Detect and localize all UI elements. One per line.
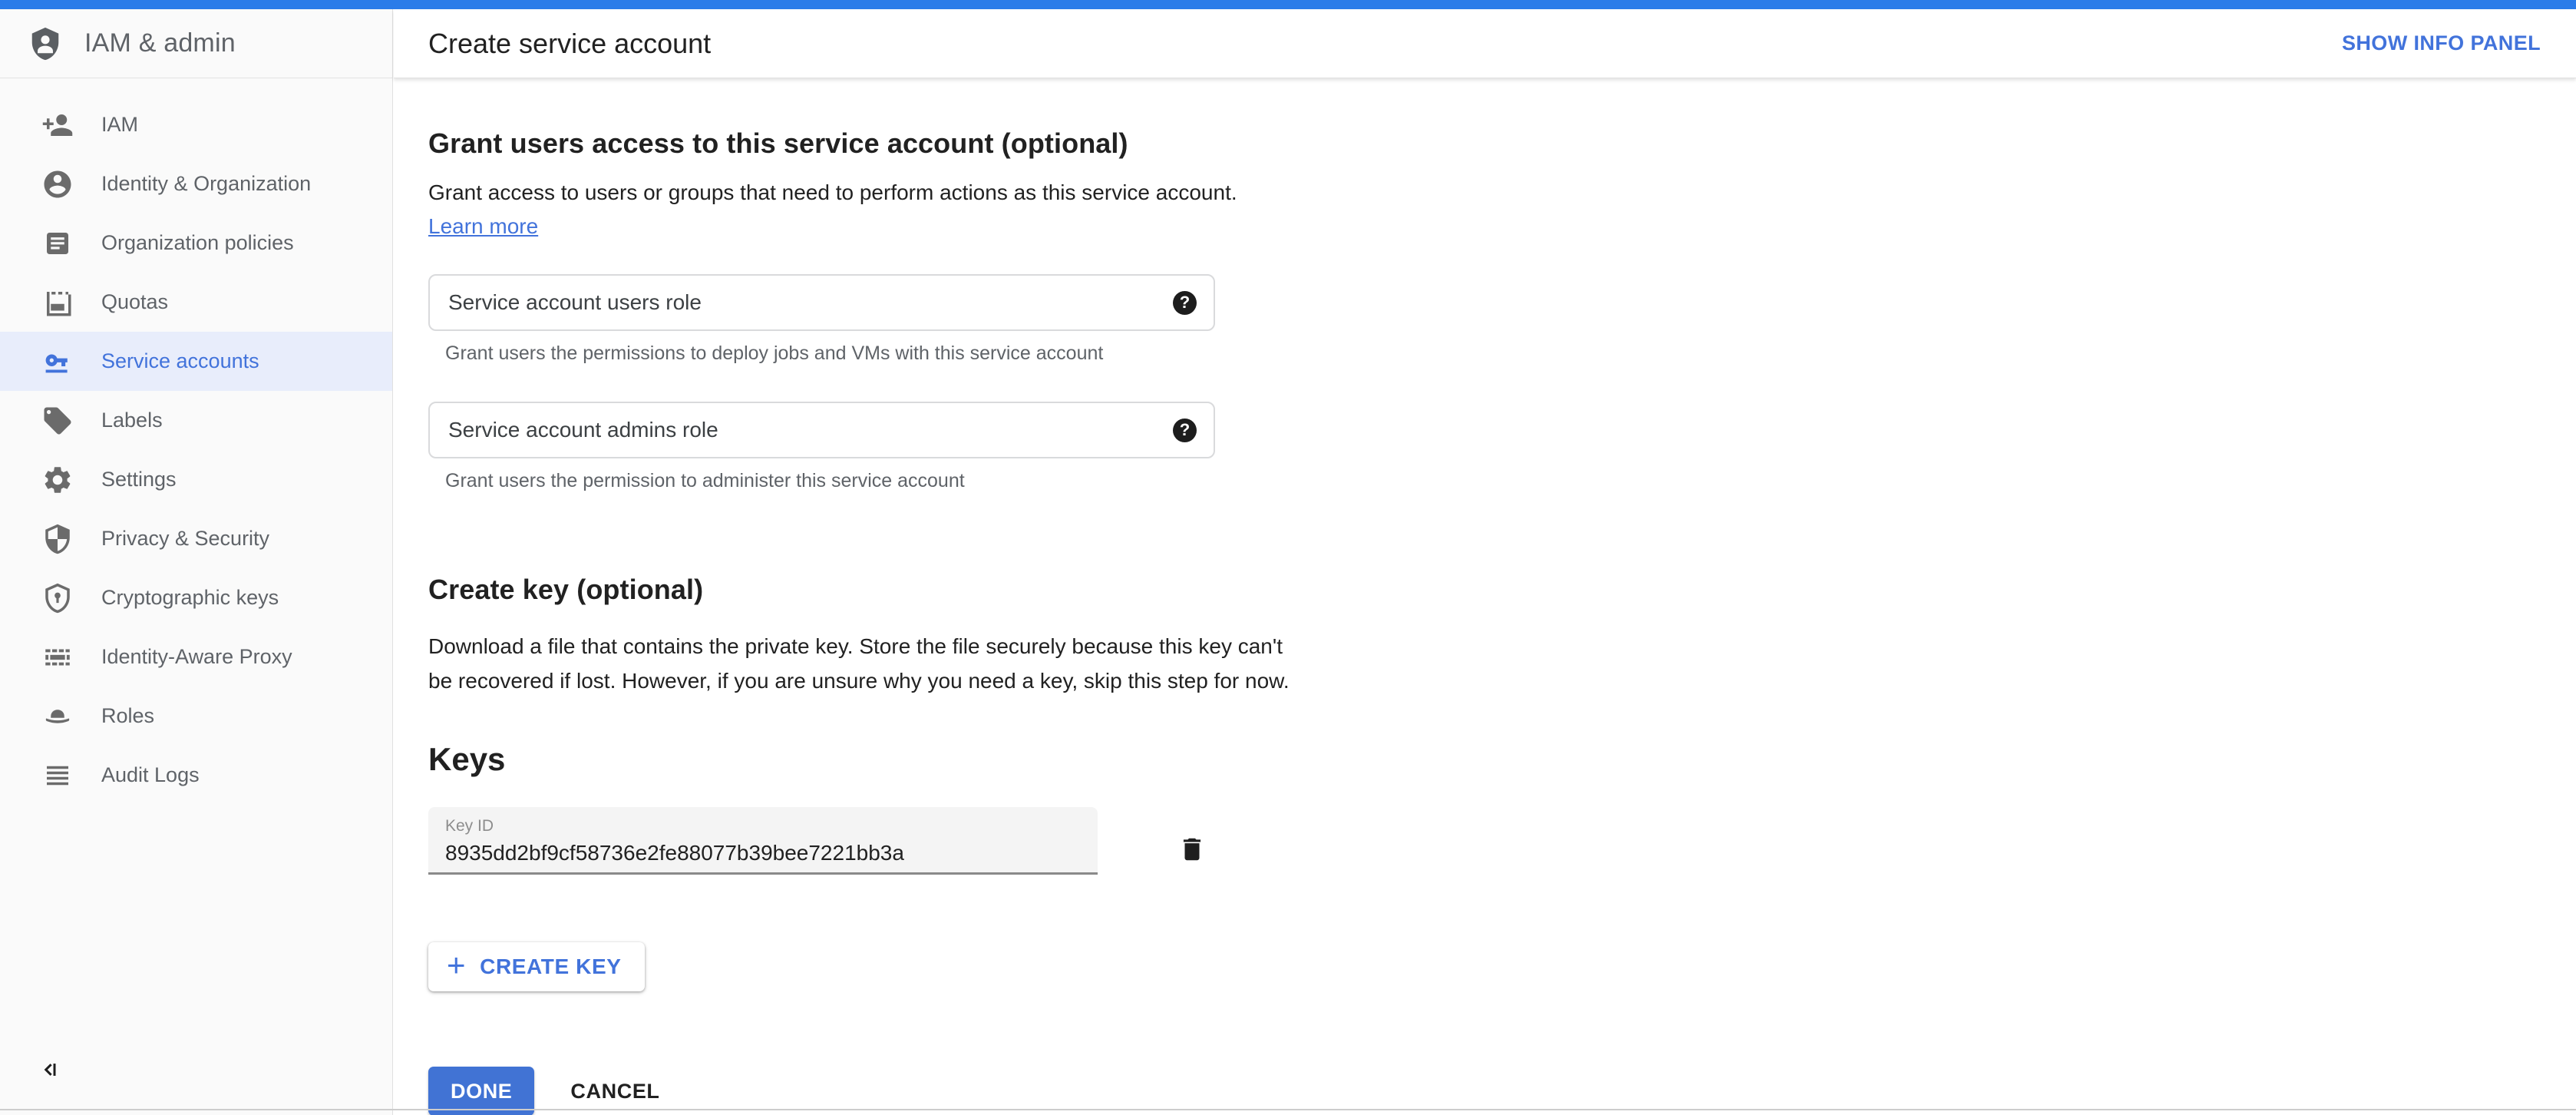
- sidebar-item-settings[interactable]: [0, 450, 392, 509]
- users-role-helper-text: Grant users the permissions to deploy jobs and VMs with this service account: [445, 342, 1104, 364]
- top-accent-bar: [0, 0, 2576, 9]
- create-key-description: Download a file that contains the private key. Store the file securely because this key can't be recovered if lost. However, if you are unsure why you need a key, skip this step for now.: [428, 634, 1290, 693]
- sidebar-item-label: Identity & Organization: [101, 172, 312, 195]
- shield-icon: [41, 523, 74, 555]
- gear-icon: [41, 464, 74, 496]
- sidebar-item-label: Service accounts: [101, 349, 259, 372]
- service-account-key-icon: [41, 346, 74, 378]
- sidebar-item-service-accounts[interactable]: [0, 332, 392, 391]
- create-key-button-label: CREATE KEY: [480, 955, 622, 978]
- sidebar-item-iam[interactable]: [0, 95, 392, 154]
- key-id-value-input[interactable]: [445, 841, 1075, 865]
- delete-key-icon[interactable]: [1177, 835, 1207, 864]
- page-header: [394, 9, 2576, 78]
- create-key-heading: Create key (optional): [428, 574, 704, 605]
- grant-access-description: Grant access to users or groups that need to perform actions as this service account.: [428, 180, 1237, 204]
- sidebar-item-label: Labels: [101, 409, 163, 432]
- sidebar: [0, 9, 393, 1115]
- sidebar-item-label: Settings: [101, 468, 177, 491]
- collapse-sidebar-icon[interactable]: [35, 1057, 61, 1083]
- shield-key-icon: [41, 582, 74, 614]
- quota-icon: [41, 286, 74, 319]
- account-circle-icon: [41, 168, 74, 200]
- learn-more-link[interactable]: Learn more: [428, 214, 539, 238]
- sidebar-header: [0, 9, 392, 78]
- form-actions: [428, 1067, 2576, 1115]
- service-account-users-role-field[interactable]: [428, 274, 1215, 331]
- service-account-admins-role-field[interactable]: [428, 402, 1215, 458]
- key-id-field[interactable]: [428, 807, 1098, 875]
- iam-admin-shield-icon: [28, 26, 63, 61]
- help-icon[interactable]: [1173, 291, 1197, 315]
- sidebar-item-label: Quotas: [101, 290, 169, 313]
- cancel-button[interactable]: CANCEL: [570, 1079, 660, 1103]
- service-account-admins-role-input[interactable]: [448, 418, 1173, 442]
- done-button[interactable]: DONE: [428, 1067, 534, 1115]
- sidebar-item-label: Roles: [101, 704, 155, 727]
- sidebar-item-identity-organization[interactable]: [0, 154, 392, 213]
- sidebar-item-label: Identity-Aware Proxy: [101, 645, 292, 668]
- page-title: Create service account: [428, 27, 712, 59]
- service-account-users-role-input[interactable]: [448, 290, 1173, 315]
- page-bottom-divider: [0, 1109, 2576, 1110]
- hat-icon: [41, 700, 74, 733]
- proxy-icon: [41, 641, 74, 673]
- product-title: IAM & admin: [84, 28, 236, 58]
- sidebar-item-label: IAM: [101, 113, 139, 136]
- key-row: [428, 807, 2576, 875]
- grant-access-heading: Grant users access to this service account (optional): [428, 127, 1128, 159]
- sidebar-item-label: Organization policies: [101, 231, 294, 254]
- document-lines-icon: [41, 227, 74, 260]
- sidebar-item-identity-aware-proxy[interactable]: [0, 627, 392, 687]
- tag-icon: [41, 405, 74, 437]
- sidebar-item-organization-policies[interactable]: [0, 213, 392, 273]
- person-add-icon: [41, 109, 74, 141]
- sidebar-item-quotas[interactable]: [0, 273, 392, 332]
- show-info-panel-button[interactable]: SHOW INFO PANEL: [2342, 31, 2541, 55]
- admins-role-helper-text: Grant users the permission to administer this service account: [445, 470, 965, 491]
- list-lines-icon: [41, 759, 74, 792]
- keys-heading: Keys: [428, 741, 506, 777]
- sidebar-item-cryptographic-keys[interactable]: [0, 568, 392, 627]
- sidebar-item-labels[interactable]: [0, 391, 392, 450]
- sidebar-item-audit-logs[interactable]: [0, 746, 392, 805]
- help-icon[interactable]: [1173, 419, 1197, 442]
- create-key-button[interactable]: + CREATE KEY: [428, 942, 645, 991]
- main-content: [394, 78, 2576, 1110]
- sidebar-item-label: Audit Logs: [101, 763, 200, 786]
- sidebar-item-label: Privacy & Security: [101, 527, 270, 550]
- sidebar-item-roles[interactable]: [0, 687, 392, 746]
- key-id-label: Key ID: [445, 817, 494, 835]
- sidebar-item-privacy-security[interactable]: [0, 509, 392, 568]
- sidebar-nav: [0, 78, 392, 805]
- sidebar-item-label: Cryptographic keys: [101, 586, 279, 609]
